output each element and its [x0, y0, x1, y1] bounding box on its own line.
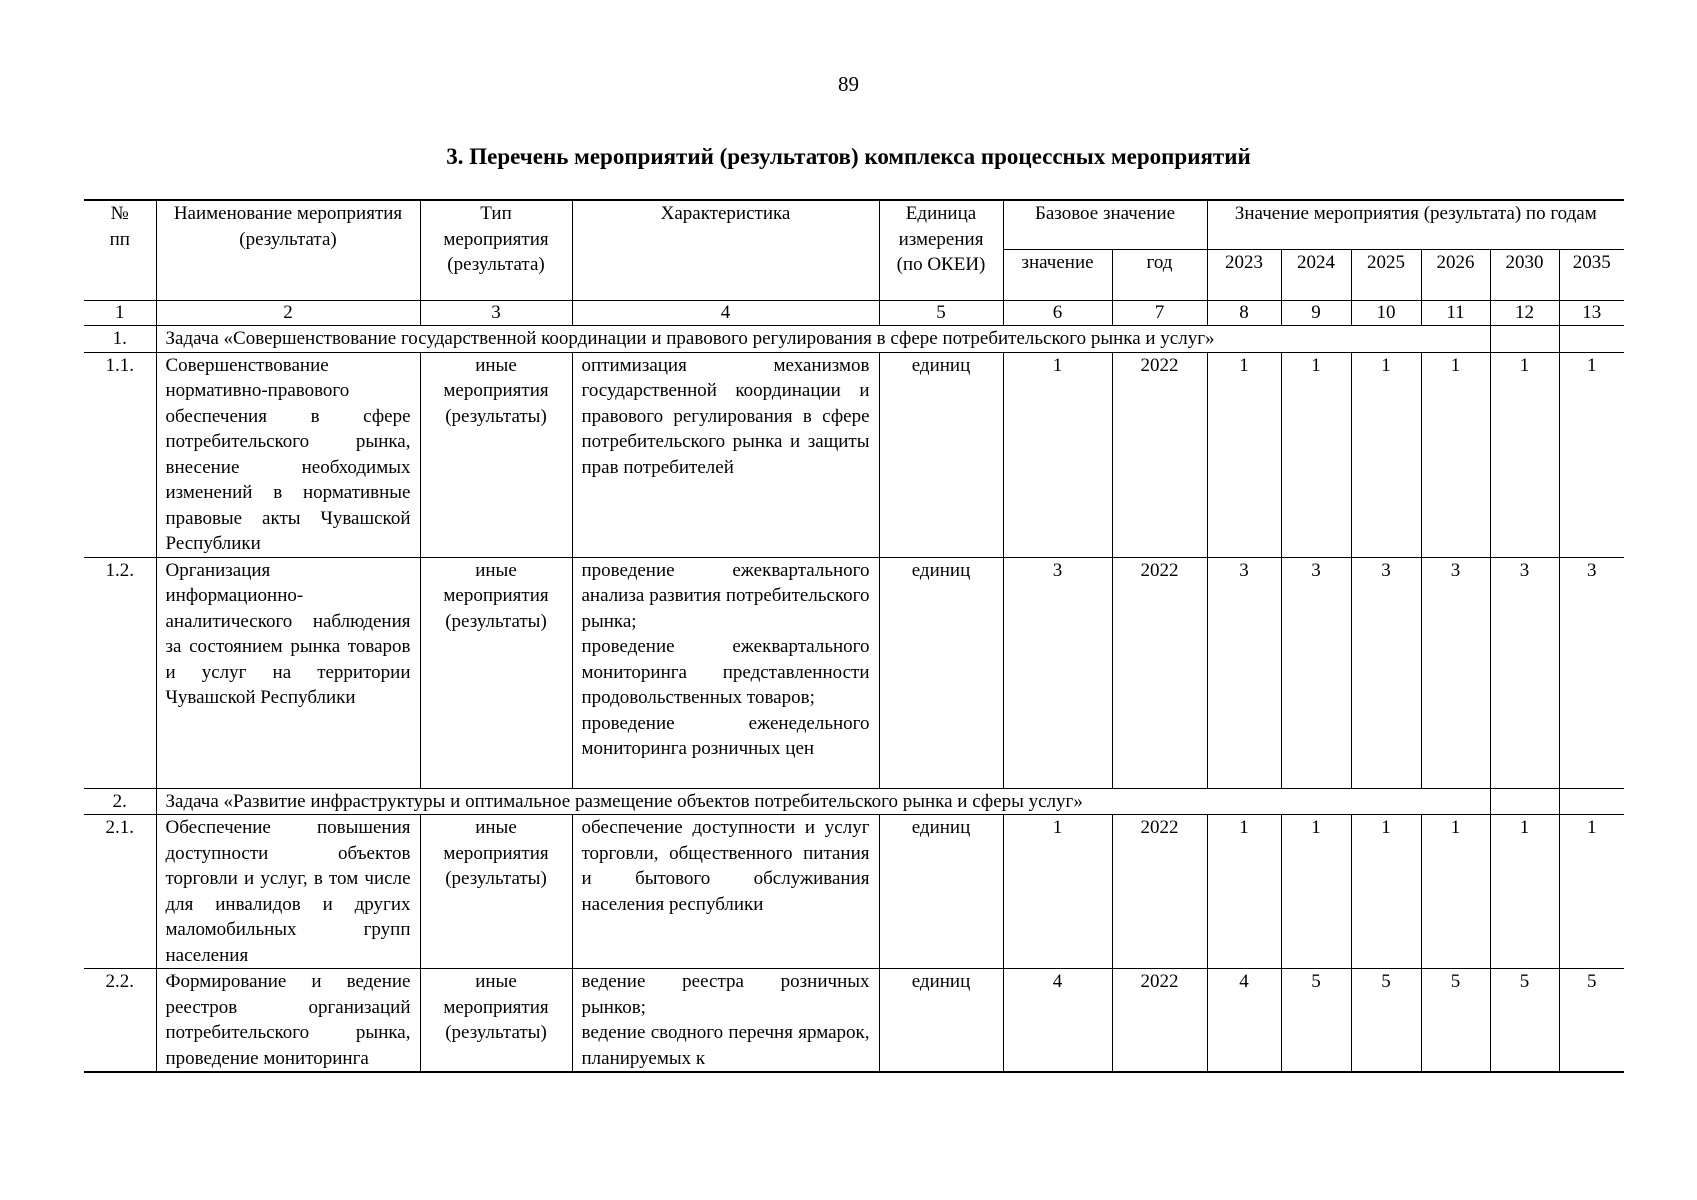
- base-year: 2022: [1112, 969, 1207, 1073]
- year-value: 1: [1490, 815, 1559, 969]
- activity-characteristic: оптимизация механизмов государственной координации и правового регулирования в сфере потребительского рынка и защиты прав потребителей: [572, 352, 879, 557]
- activity-characteristic: обеспечение доступности и услуг торговли, общественного питания и бытового обслуживания населения республики: [572, 815, 879, 969]
- year-value: 1: [1559, 352, 1624, 557]
- column-number: 6: [1003, 301, 1112, 326]
- column-number: 5: [879, 301, 1003, 326]
- activity-name: Обеспечение повышения доступности объектов торговли и услуг, в том числе для инвалидов и других маломобильных групп населения: [156, 815, 420, 969]
- task-title: Задача «Совершенствование государственной координации и правового регулирования в сфере потребительского рынка и услуг»: [156, 326, 1490, 353]
- activity-type: иные мероприятия (результаты): [420, 969, 572, 1073]
- base-value: 3: [1003, 557, 1112, 788]
- base-value: 1: [1003, 815, 1112, 969]
- activity-type: иные мероприятия (результаты): [420, 815, 572, 969]
- header-year: 2035: [1559, 250, 1624, 301]
- row-number: 2.2.: [84, 969, 156, 1073]
- unit: единиц: [879, 352, 1003, 557]
- year-value: 5: [1281, 969, 1351, 1073]
- column-number: 11: [1421, 301, 1490, 326]
- year-value: 5: [1421, 969, 1490, 1073]
- year-value: 1: [1559, 815, 1624, 969]
- table-row: [84, 969, 1624, 1073]
- header-base-value: значение: [1003, 250, 1112, 301]
- header-year: 2024: [1281, 250, 1351, 301]
- header-years-group: Значение мероприятия (результата) по годам: [1207, 200, 1624, 250]
- table-row: [84, 815, 1624, 969]
- column-number: 7: [1112, 301, 1207, 326]
- year-value: 3: [1490, 557, 1559, 788]
- year-value: 4: [1207, 969, 1281, 1073]
- header-year: 2025: [1351, 250, 1421, 301]
- year-value: 5: [1490, 969, 1559, 1073]
- column-number: 3: [420, 301, 572, 326]
- document-title: 3. Перечень мероприятий (результатов) комплекса процессных мероприятий: [446, 144, 1251, 169]
- task-row: [84, 326, 1624, 353]
- column-number: 8: [1207, 301, 1281, 326]
- column-number: 1: [84, 301, 156, 326]
- header-unit: Единица измерения (по ОКЕИ): [879, 200, 1003, 301]
- base-value: 4: [1003, 969, 1112, 1073]
- column-number: 9: [1281, 301, 1351, 326]
- year-value: 3: [1421, 557, 1490, 788]
- year-value: 1: [1207, 815, 1281, 969]
- activity-type: иные мероприятия (результаты): [420, 557, 572, 788]
- column-number: 13: [1559, 301, 1624, 326]
- year-value: 5: [1351, 969, 1421, 1073]
- year-value: 1: [1421, 352, 1490, 557]
- column-number: 12: [1490, 301, 1559, 326]
- activity-name: Совершенствование нормативно-правового обеспечения в сфере потребительского рынка, внесение необходимых изменений в нормативные правовые акты Чувашской Республики: [156, 352, 420, 557]
- year-value: 3: [1281, 557, 1351, 788]
- activity-characteristic: проведение ежеквартального анализа развития потребительского рынка; проведение ежеквартального мониторинга представленности продовольственных товаров; проведение еженедельного мониторинга розничных цен: [572, 557, 879, 788]
- year-value: 3: [1559, 557, 1624, 788]
- year-value: 1: [1207, 352, 1281, 557]
- year-value: 3: [1207, 557, 1281, 788]
- unit: единиц: [879, 557, 1003, 788]
- task-title: Задача «Развитие инфраструктуры и оптимальное размещение объектов потребительского рынка и сферы услуг»: [156, 788, 1490, 815]
- year-value: 1: [1351, 352, 1421, 557]
- year-value: 1: [1351, 815, 1421, 969]
- table-row: [84, 557, 1624, 788]
- row-number: 1.2.: [84, 557, 156, 788]
- column-number: 10: [1351, 301, 1421, 326]
- task-number: 2.: [84, 788, 156, 815]
- header-type: Тип мероприятия (результата): [420, 200, 572, 301]
- year-value: 1: [1281, 352, 1351, 557]
- activity-characteristic: ведение реестра розничных рынков; ведение сводного перечня ярмарок, планируемых к: [572, 969, 879, 1073]
- header-number: № пп: [84, 200, 156, 301]
- activity-type: иные мероприятия (результаты): [420, 352, 572, 557]
- activity-name: Организация информационно-аналитического наблюдения за состоянием рынка товаров и услуг на территории Чувашской Республики: [156, 557, 420, 788]
- unit: единиц: [879, 969, 1003, 1073]
- header-characteristic: Характеристика: [572, 200, 879, 301]
- table-header-row: [84, 200, 1624, 250]
- header-year: 2030: [1490, 250, 1559, 301]
- page-number: 89: [838, 72, 859, 96]
- base-value: 1: [1003, 352, 1112, 557]
- activities-table: [84, 199, 1624, 1073]
- header-base-year: год: [1112, 250, 1207, 301]
- year-value: 5: [1559, 969, 1624, 1073]
- base-year: 2022: [1112, 557, 1207, 788]
- task-row: [84, 788, 1624, 815]
- activity-name: Формирование и ведение реестров организаций потребительского рынка, проведение мониторинга: [156, 969, 420, 1073]
- empty-cell: [1559, 788, 1624, 815]
- year-value: 1: [1281, 815, 1351, 969]
- empty-cell: [1490, 788, 1559, 815]
- header-name: Наименование мероприятия (результата): [156, 200, 420, 301]
- task-number: 1.: [84, 326, 156, 353]
- column-numbers-row: [84, 301, 1624, 326]
- base-year: 2022: [1112, 815, 1207, 969]
- unit: единиц: [879, 815, 1003, 969]
- row-number: 2.1.: [84, 815, 156, 969]
- column-number: 4: [572, 301, 879, 326]
- empty-cell: [1490, 326, 1559, 353]
- row-number: 1.1.: [84, 352, 156, 557]
- header-base-group: Базовое значение: [1003, 200, 1207, 250]
- column-number: 2: [156, 301, 420, 326]
- empty-cell: [1559, 326, 1624, 353]
- base-year: 2022: [1112, 352, 1207, 557]
- year-value: 1: [1421, 815, 1490, 969]
- table-row: [84, 352, 1624, 557]
- year-value: 1: [1490, 352, 1559, 557]
- year-value: 3: [1351, 557, 1421, 788]
- header-year: 2023: [1207, 250, 1281, 301]
- header-year: 2026: [1421, 250, 1490, 301]
